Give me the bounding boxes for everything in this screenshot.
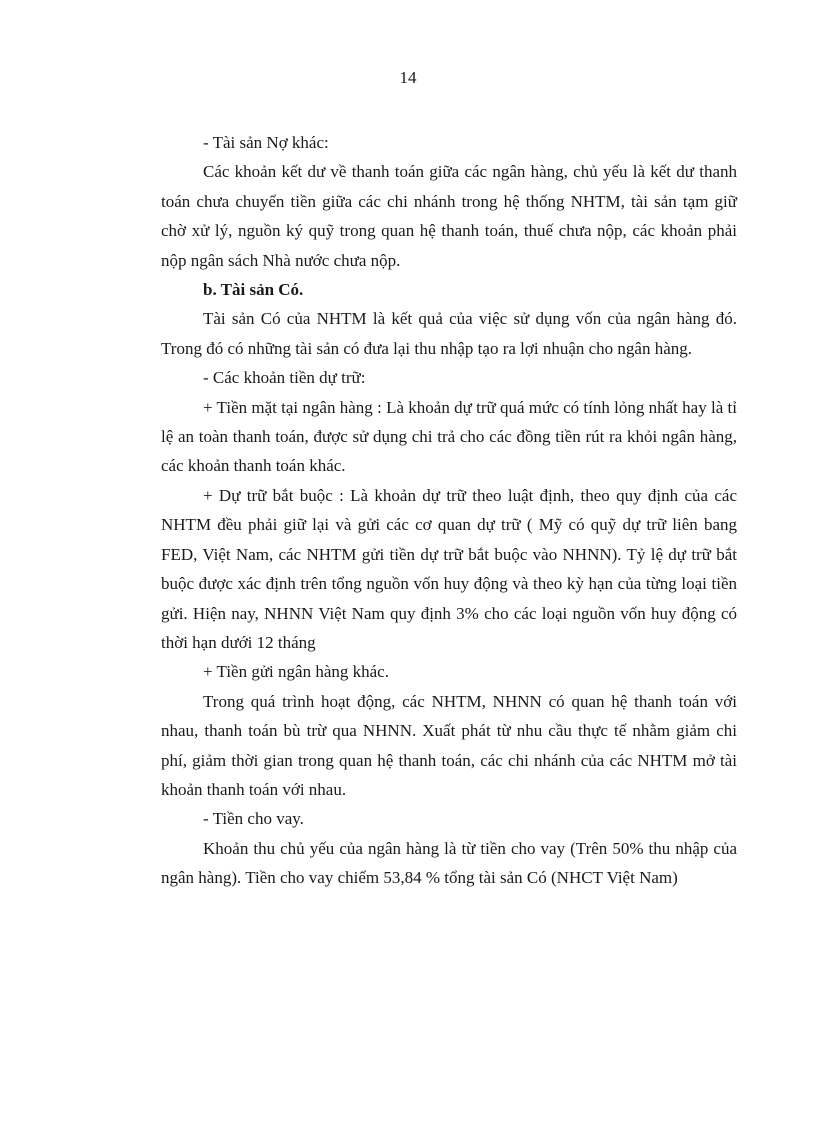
paragraph-assets-intro: Tài sản Có của NHTM là kết quả của việc sử dụng vốn của ngân hàng đó. Trong đó có những tài sản có đưa lại thu nhập tạo ra lợi nhuận cho ngân hàng.	[161, 309, 737, 358]
section-heading-assets: b. Tài sản Có.	[203, 280, 304, 300]
paragraph-required-reserves: + Dự trữ bắt buộc : Là khoản dự trữ theo luật định, theo quy định của các NHTM đều phải giữ lại và gửi các cơ quan dự trữ ( Mỹ có quỹ dự trữ liên bang FED, Việt Nam, các NHTM gửi tiền dự trữ bắt buộc vào NHNN). Tỷ lệ dự trữ bắt buộc được xác định trên tổng nguồn vốn huy động và theo kỳ hạn của từng loại tiền gửi. Hiện nay, NHNN Việt Nam quy định 3% cho các loại nguồn vốn huy động có thời hạn dưới 12 tháng	[161, 485, 737, 652]
heading-reserves: - Các khoản tiền dự trữ:	[203, 368, 366, 388]
page-number: 14	[399, 68, 417, 87]
paragraph-loans: Khoản thu chủ yếu của ngân hàng là từ tiền cho vay (Trên 50% thu nhập của ngân hàng). Tiền cho vay chiếm 53,84 % tổng tài sản Có (NHCT Việt Nam)	[161, 838, 737, 888]
heading-deposits-other-banks: + Tiền gửi ngân hàng khác.	[203, 662, 389, 682]
heading-loans: - Tiền cho vay.	[203, 809, 304, 829]
paragraph-cash-at-bank: + Tiền mặt tại ngân hàng : Là khoản dự trữ quá mức có tính lỏng nhất hay là tỉ lệ an toàn thanh toán, được sử dụng chi trả cho các đồng tiền rút ra khỏi ngân hàng, các khoản thanh toán khác.	[161, 397, 737, 476]
page-content	[161, 128, 737, 893]
paragraph-interbank-payments: Trong quá trình hoạt động, các NHTM, NHNN có quan hệ thanh toán với nhau, thanh toán bù trừ qua NHNN. Xuất phát từ nhu cầu thực tế nhằm giảm chi phí, giảm thời gian trong quan hệ thanh toán, các chi nhánh của các NHTM mở tài khoản thanh toán với nhau.	[161, 691, 737, 799]
paragraph-other-liabilities: Các khoản kết dư về thanh toán giữa các ngân hàng, chủ yếu là kết dư thanh toán chưa chuyển tiền giữa các chi nhánh trong hệ thống NHTM, tài sản tạm giữ chờ xử lý, nguồn ký quỹ trong quan hệ thanh toán, thuế chưa nộp, các khoản phải nộp ngân sách Nhà nước chưa nộp.	[161, 162, 737, 270]
heading-other-liabilities: - Tài sản Nợ khác:	[203, 133, 329, 152]
